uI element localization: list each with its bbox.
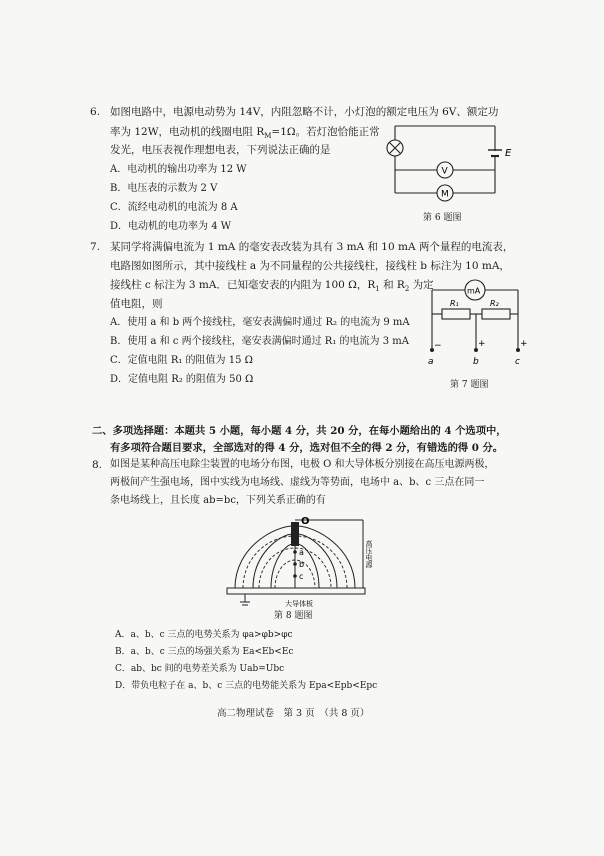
high-voltage-source-label: 高压电源 bbox=[365, 540, 373, 568]
point-a-label: a bbox=[299, 548, 304, 557]
terminal-plus-b: + bbox=[478, 339, 486, 349]
electrode-o-label: O bbox=[301, 516, 310, 527]
question-stem-line: 两极间产生强电场，图中实线为电场线、虚线为等势面，电场中 a、b、c 三点在同一 bbox=[110, 477, 485, 488]
r2-label: R₂ bbox=[490, 299, 499, 308]
emf-label: E bbox=[505, 148, 512, 159]
question-stem-line: 接线柱 c 标注为 3 mA．已知毫安表的内阻为 100 Ω，$R_1$ 和 $R_2$ 为定 bbox=[110, 279, 434, 294]
question-stem-line: 如图是某种高压电除尘装置的电场分布图，电极 O 和大导体板分别接在高压电源两极， bbox=[110, 459, 495, 470]
question-stem-line: 率为 12W，电动机的线圈电阻 $R_M=1\Omega$。若灯泡恰能正常 bbox=[110, 126, 380, 141]
section-subtitle: 有多项符合题目要求，全部选对的得 4 分，选对但不全的得 2 分，有错选的得 0 分。 bbox=[110, 442, 504, 454]
milliammeter-label: mA bbox=[467, 286, 481, 296]
terminal-b-label: b bbox=[473, 357, 479, 367]
terminal-minus: − bbox=[434, 341, 442, 351]
question-number: 8. bbox=[92, 459, 103, 471]
page-footer: 高二物理试卷 第 3 页 （共 8 页） bbox=[217, 708, 370, 719]
figure-caption: 第 8 题图 bbox=[274, 611, 313, 621]
option-a: A．使用 a 和 b 两个接线柱，毫安表满偏时通过 R₂ 的电流为 9 mA bbox=[110, 317, 410, 328]
question-number: 6. bbox=[90, 106, 101, 118]
terminal-c-label: c bbox=[515, 357, 520, 367]
option-b: B．使用 a 和 c 两个接线柱，毫安表满偏时通过 R₁ 的电流为 3 mA bbox=[110, 336, 409, 347]
figure-caption: 第 7 题图 bbox=[450, 380, 489, 390]
terminal-a-label: a bbox=[428, 357, 434, 367]
point-b-label: b bbox=[299, 560, 305, 569]
option-d: D．电动机的电功率为 4 W bbox=[110, 221, 232, 232]
question-stem-line: 值电阻，则 bbox=[110, 298, 163, 310]
question-number: 7. bbox=[90, 241, 101, 253]
r1-label: R₁ bbox=[450, 299, 459, 308]
question-stem-line: 发光，电压表视作理想电表，下列说法正确的是 bbox=[110, 144, 331, 156]
option-c: C．流经电动机的电流为 8 A bbox=[110, 202, 238, 213]
question-stem-line: 电路图如图所示，其中接线柱 a 为不同量程的公共接线柱，接线柱 b 标注为 10 mA， bbox=[110, 260, 510, 272]
circuit-diagram-q6 bbox=[380, 118, 510, 218]
option-b: B．电压表的示数为 2 V bbox=[110, 183, 218, 194]
option-d: D．带负电粒子在 a、b、c 三点的电势能关系为 Epa<Epb<Epc bbox=[115, 681, 378, 691]
option-b: B．a、b、c 三点的场强关系为 Ea<Eb<Ec bbox=[115, 647, 294, 657]
option-c: C．定值电阻 R₁ 的阻值为 15 Ω bbox=[110, 355, 253, 366]
question-stem-line: 某同学将满偏电流为 1 mA 的毫安表改装为具有 3 mA 和 10 mA 两个量程的电流表， bbox=[110, 241, 514, 253]
voltmeter-label: V bbox=[441, 166, 448, 177]
terminal-plus-c: + bbox=[520, 339, 528, 349]
question-stem-line: 条电场线上，且长度 ab=bc，下列关系正确的有 bbox=[110, 495, 326, 506]
option-c: C．ab、bc 间的电势差关系为 Uab=Ubc bbox=[115, 664, 285, 674]
option-a: A．a、b、c 三点的电势关系为 φa>φb>φc bbox=[115, 630, 293, 640]
electric-field-diagram-q8 bbox=[225, 512, 400, 612]
figure-caption: 第 6 题图 bbox=[423, 213, 462, 223]
conductor-plate-label: 大导体板 bbox=[285, 600, 313, 608]
motor-label: M bbox=[441, 189, 449, 200]
circuit-diagram-q7 bbox=[420, 278, 530, 373]
section-title: 二、多项选择题：本题共 5 小题，每小题 4 分，共 20 分，在每小题给出的 4 个选项中， bbox=[92, 425, 507, 437]
point-c-label: c bbox=[299, 572, 304, 581]
option-a: A．电动机的输出功率为 12 W bbox=[110, 164, 247, 175]
option-d: D．定值电阻 R₂ 的阻值为 50 Ω bbox=[110, 374, 254, 385]
question-stem-line: 如图电路中，电源电动势为 14V，内阻忽略不计，小灯泡的额定电压为 6V、额定功 bbox=[110, 106, 499, 118]
